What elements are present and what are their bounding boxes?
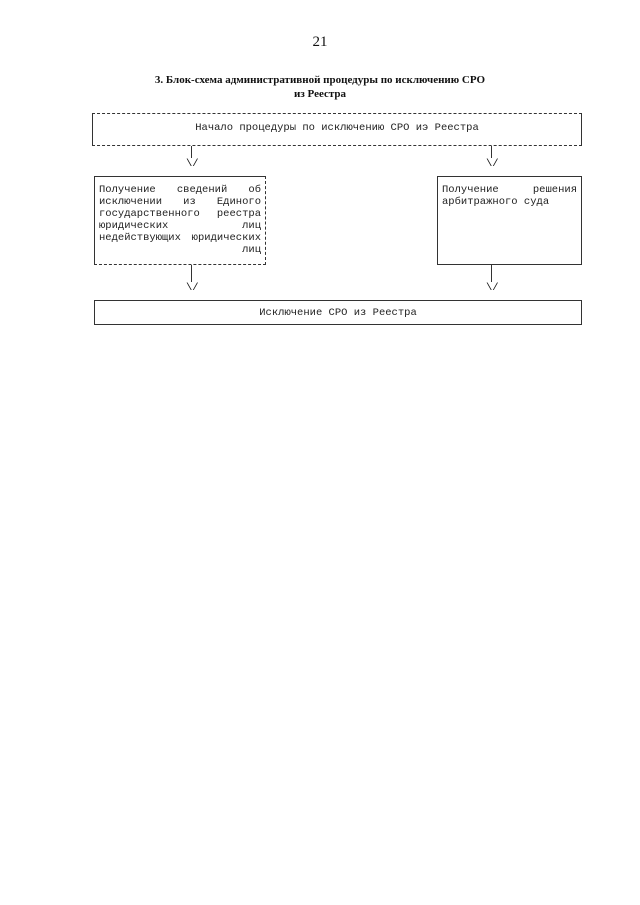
registry-info-label: Получение сведений об исключении из Единого государственного реестра юридических лиц недействующих юридических лиц	[99, 184, 261, 256]
court-decision-label: Получение решения арбитражного суда	[442, 184, 577, 208]
arrow-down-icon: \/	[486, 282, 499, 294]
diagram-title	[120, 73, 520, 101]
registry-info-box	[94, 176, 266, 265]
start-procedure-box	[92, 113, 582, 146]
connector-start-right	[491, 146, 492, 158]
start-procedure-label: Начало процедуры по исключению СРО иэ Реестра	[195, 122, 479, 134]
diagram-title-line-1: 3. Блок-схема административной процедуры по исключению СРО	[154, 74, 486, 86]
connector-left-end	[191, 265, 192, 282]
connector-right-end	[491, 265, 492, 282]
diagram-title-line-2: из Реестра	[293, 88, 347, 100]
arrow-down-icon: \/	[186, 158, 199, 170]
exclusion-label: Исключение СРО из Реестра	[259, 307, 417, 319]
arrow-down-icon: \/	[186, 282, 199, 294]
court-decision-box	[437, 176, 582, 265]
arrow-down-icon: \/	[486, 158, 499, 170]
page-number: 21	[312, 34, 328, 50]
connector-start-left	[191, 146, 192, 158]
exclusion-box	[94, 300, 582, 325]
